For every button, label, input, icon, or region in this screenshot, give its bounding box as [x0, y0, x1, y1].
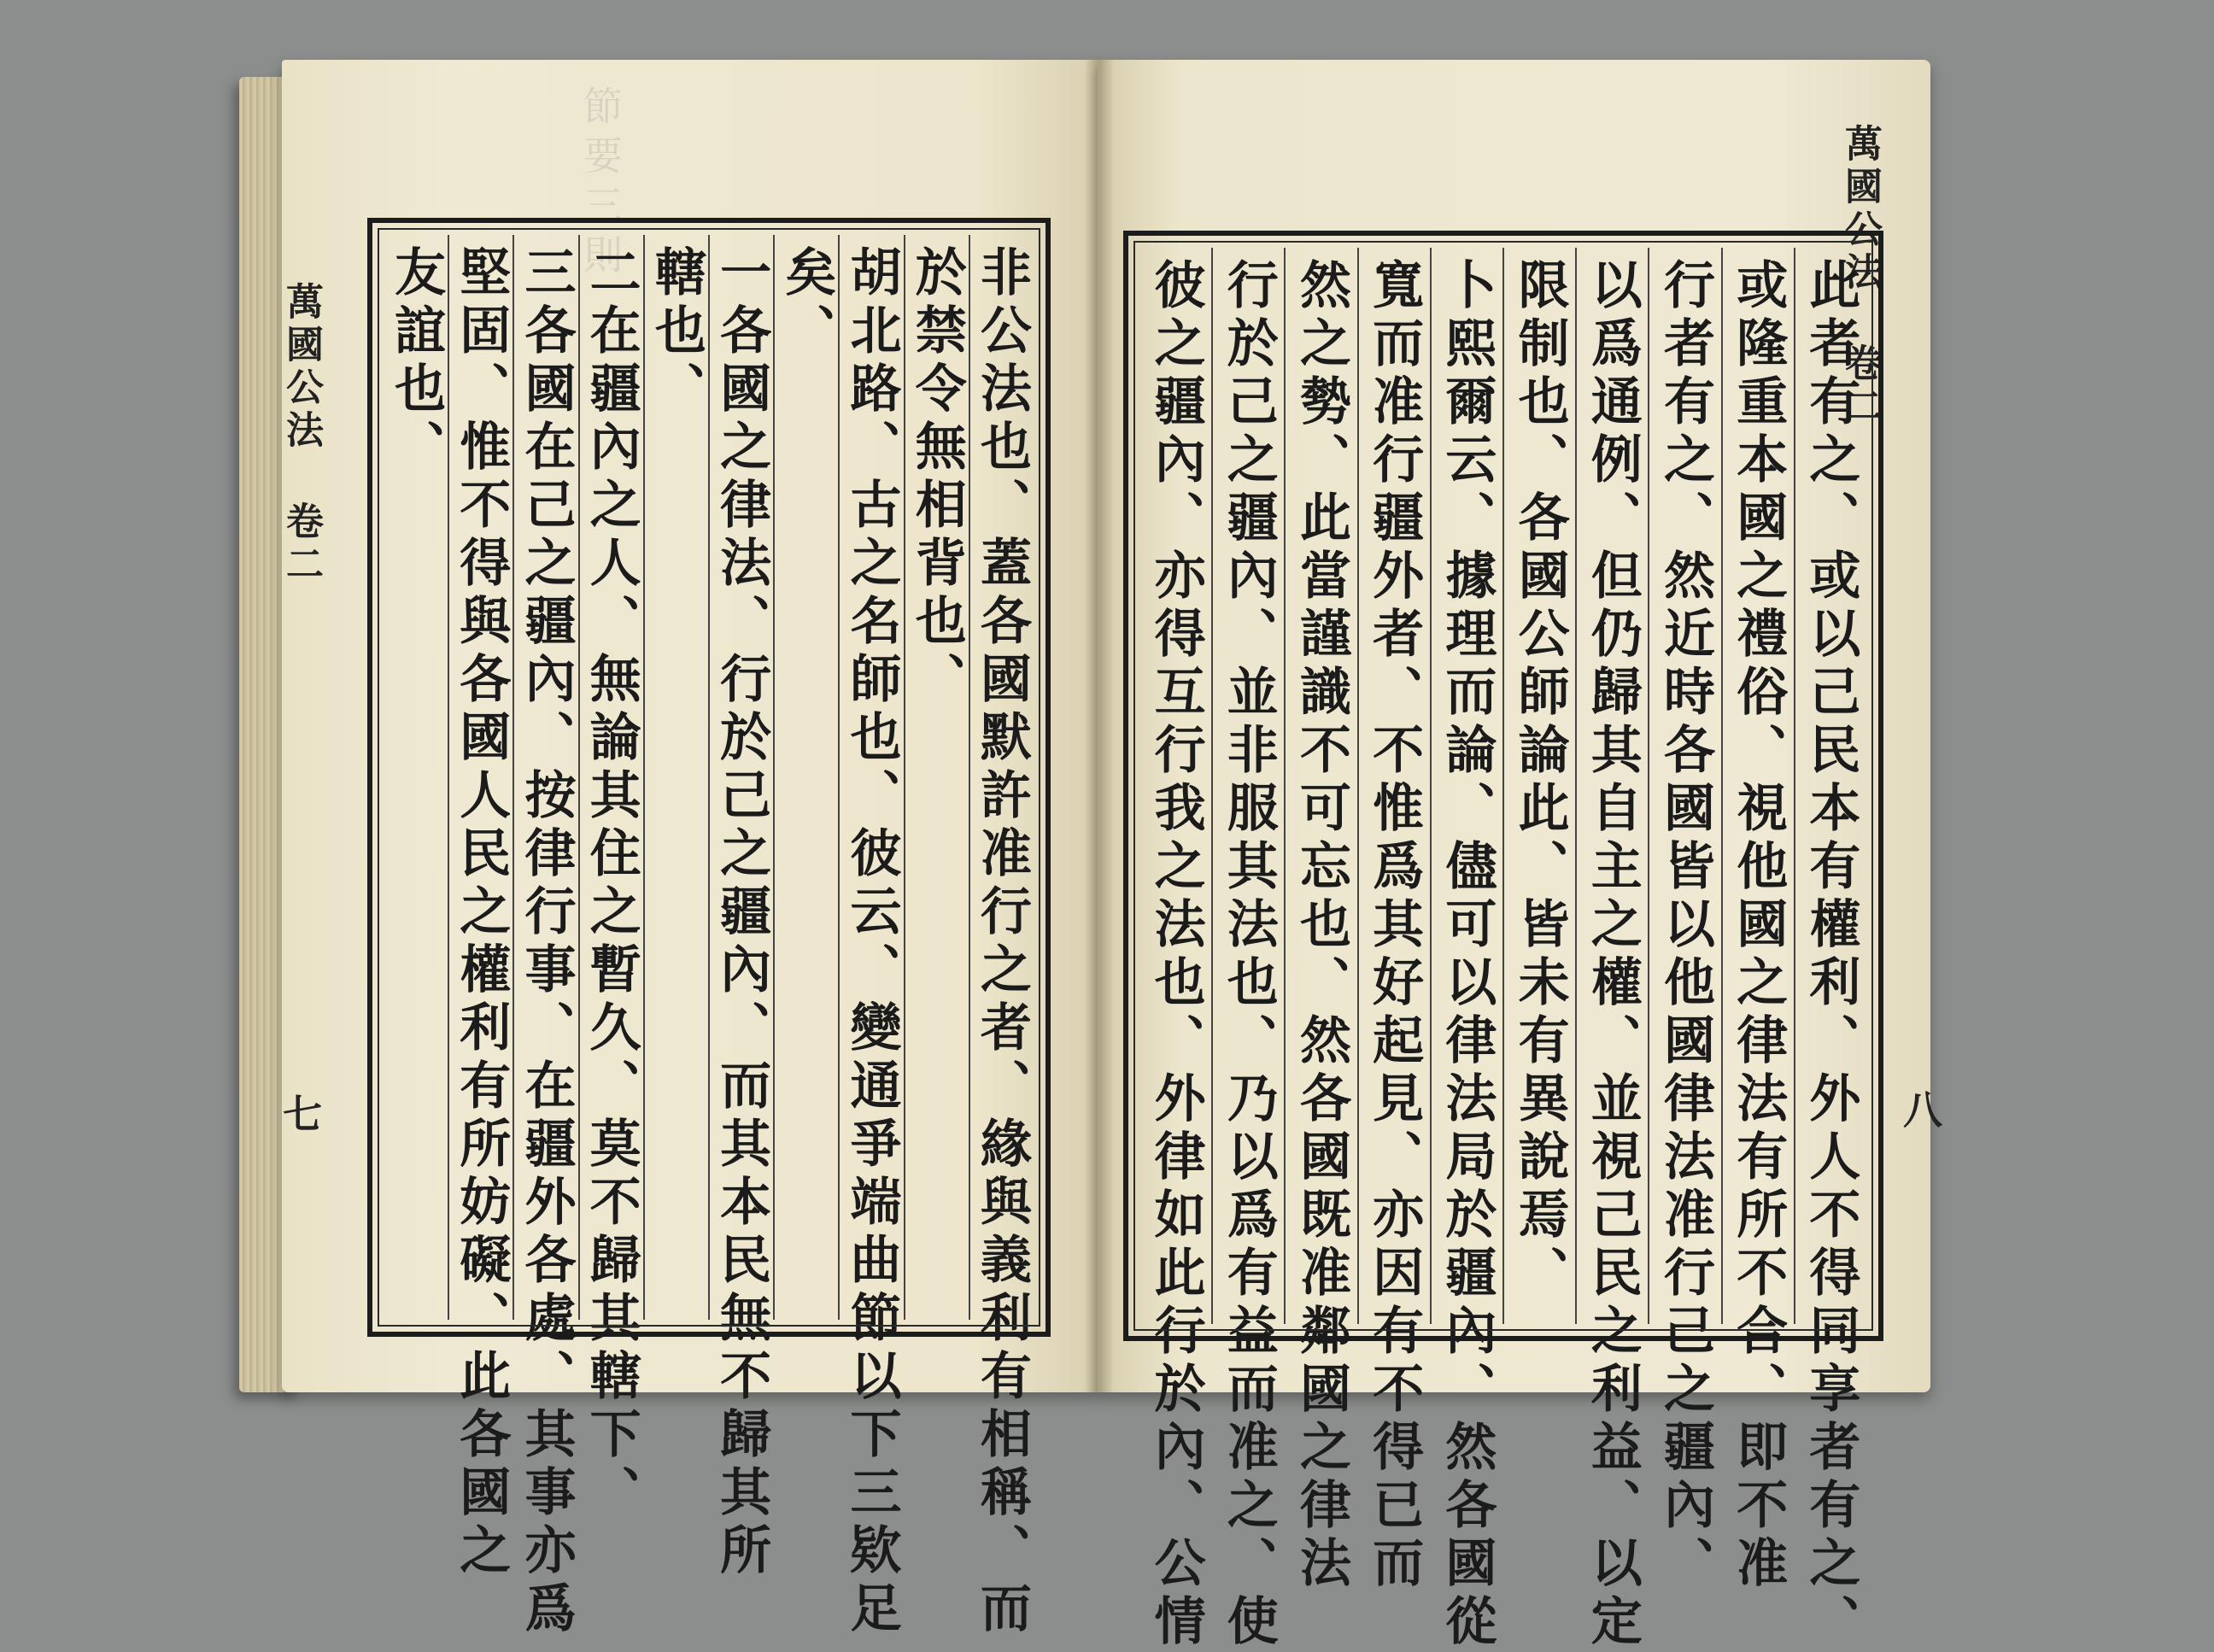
column-text: 一各國之律法、行於己之疆內、而其本民無不歸其所	[712, 245, 772, 1581]
right-text-frame	[1123, 231, 1883, 1652]
text-column	[1211, 248, 1284, 1652]
text-column	[1648, 248, 1720, 1594]
left-text-frame	[367, 218, 1051, 1639]
column-text: 非公法也、蓋各國默許准行之者、緣與義利有相稱、而	[971, 245, 1032, 1639]
text-column	[773, 235, 838, 1320]
right-margin-title: 萬國公法 卷二	[1838, 124, 1882, 429]
column-text: 胡北路、古之名師也、彼云、變通爭端曲節以下三欵足	[841, 245, 902, 1639]
text-column	[1794, 248, 1866, 1652]
column-text: 行於己之疆內、並非服其法也、乃以爲有益而准之、使	[1218, 258, 1279, 1652]
column-text: 轄也、	[646, 245, 706, 419]
left-margin-title: 萬國公法 卷二	[279, 282, 323, 587]
column-text: 友誼也、	[386, 245, 447, 477]
column-text: 行者有之、然近時各國皆以他國律法准行己之疆內、	[1655, 258, 1715, 1594]
text-column	[1140, 248, 1211, 1652]
left-columns	[384, 235, 1034, 1639]
column-text: 或隆重本國之禮俗、視他國之律法有所不合、即不准	[1728, 258, 1789, 1594]
text-column	[512, 235, 577, 1639]
column-text: 寬而准行疆外者、不惟爲其好起見、亦因有不得已而	[1364, 258, 1425, 1594]
text-column	[1575, 248, 1648, 1652]
text-column	[384, 235, 448, 1320]
left-page	[277, 60, 1098, 1639]
column-text: 然之勢、此當謹識不可忘也、然各國既准鄰國之律法	[1291, 258, 1351, 1594]
right-page-number: 八	[1897, 1089, 1943, 1128]
column-text: 以爲通例、但仍歸其自主之權、並視己民之利益、以定	[1582, 258, 1643, 1652]
column-text: 限制也、各國公師論此、皆未有異說焉、	[1509, 258, 1570, 1303]
column-text: 於禁令無相背也、	[906, 245, 967, 710]
right-page	[1098, 60, 1943, 1652]
text-column	[643, 235, 708, 1320]
text-column	[578, 235, 643, 1523]
column-text: 三各國在己之疆內、按律行事、在疆外各處、其事亦爲	[516, 245, 577, 1639]
text-column	[904, 235, 969, 1320]
book-gutter	[1085, 60, 1114, 1392]
text-column	[708, 235, 773, 1581]
column-text: 矣、	[776, 245, 837, 361]
bleed-through-text: 節要三則	[577, 85, 624, 284]
text-column	[1430, 248, 1502, 1652]
open-book	[231, 60, 1943, 1652]
column-text: 堅固、惟不得與各國人民之權利有所妨礙、此各國之	[451, 245, 512, 1581]
text-column	[448, 235, 512, 1581]
text-column	[1357, 248, 1430, 1594]
text-column	[1721, 248, 1794, 1594]
text-column	[1502, 248, 1575, 1324]
left-page-number: 七	[277, 1093, 323, 1133]
text-column	[1284, 248, 1356, 1594]
column-text: 彼之疆內、亦得互行我之法也、外律如此行於內、公情	[1145, 258, 1206, 1652]
column-text: 卜熙爾云、據理而論、儘可以律法局於疆內、然各國從	[1437, 258, 1497, 1652]
column-text: 此者有之、或以己民本有權利、外人不得同享者有之、	[1801, 258, 1861, 1652]
column-text: 二在疆內之人、無論其住之暫久、莫不歸其轄下、	[581, 245, 641, 1523]
right-columns	[1140, 248, 1866, 1652]
text-column	[969, 235, 1034, 1639]
text-column	[838, 235, 903, 1639]
